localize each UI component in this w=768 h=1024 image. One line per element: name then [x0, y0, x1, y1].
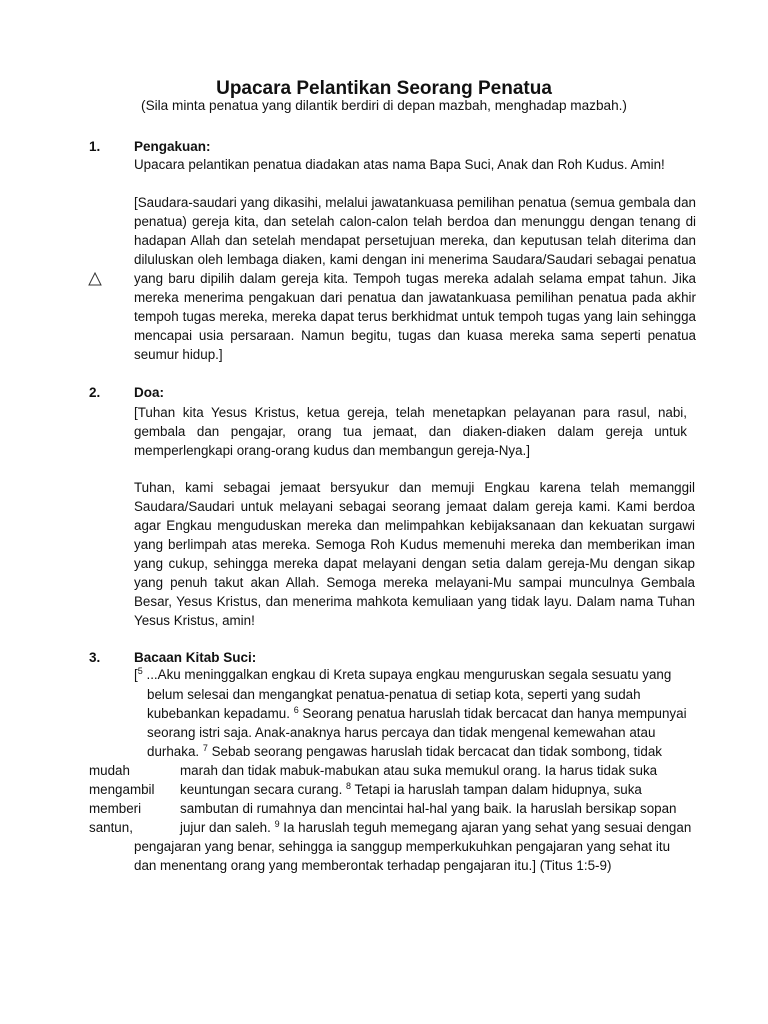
verse-5-line-1: [$^5$ ...Aku meninggalkan engkau di Kreta supaya engkau menguruskan segala sesuatu yang: [134, 666, 672, 682]
verse-9-line-2: pengajaran yang benar, sehingga ia sanggup memperkukuhkan pengajaran yang sehat itu: [134, 839, 671, 854]
section-2-prayer: Tuhan, kami sebagai jemaat bersyukur dan memuji Engkau karena telah memanggil Saudara/Saudari untuk melayani sebagai seorang jemaat dalam gereja kami. Kami berdoa agar Engkau menguduskan mereka dan melimpahkan kebijaksanaan dan kekuatan surgawi yang berlimpah atas mereka. Semoga Roh Kudus memenuhi mereka dan memberikan iman yang cukup, sehingga mereka dapat melayani dengan setia dalam gereja-Mu dengan sikap yang penuh takut akan Allah. Semoga mereka melayani-Mu sampai munculnya Gembala Besar, Yesus Kristus, dan menerima mahkota kemuliaan yang tidak layu. Dalam nama Tuhan Yesus Kristus, amin!: [134, 480, 695, 628]
verse-number-9: 9: [274, 819, 280, 829]
verse-6-7-line: durhaka. $^7$ Sebab seorang pengawas haruslah tidak bercacat dan tidak sombong, tidak: [147, 743, 662, 759]
verse-number-7: 7: [202, 743, 208, 753]
verse-9-line-3: dan menentang orang yang memberontak terhadap pengajaran itu.] (Titus 1:5-9): [134, 858, 612, 873]
section-number-3: 3.: [89, 650, 101, 665]
section-2-note: [Tuhan kita Yesus Kristus, ketua gereja, telah menetapkan pelayanan para rasul, nabi, gembala dan pengajar, orang tua jemaat, dan diaken-diaken dalam gereja untuk memperlengkapi orang-orang kudus dan membangun gereja-Nya.]: [134, 405, 687, 458]
verse-6-line-2: seorang istri saja. Anak-anaknya harus percaya dan tidak mengenal kemewahan atau: [147, 725, 656, 740]
verse-7-line-2: marah dan tidak mabuk-mabukan atau suka memukul orang. Ia harus tidak suka: [180, 763, 658, 778]
verse-7-8-line: keuntungan secara curang. $^8$ Tetapi ia haruslah tampan dalam hidupnya, suka: [180, 781, 642, 797]
verse-number-5: 5: [137, 666, 143, 676]
margin-word-3: memberi: [89, 801, 142, 816]
verse-5-line-2: belum selesai dan mengangkat penatua-penatua di setiap kota, seperti yang sudah: [147, 687, 641, 702]
document-title: Upacara Pelantikan Seorang Penatua: [216, 78, 552, 99]
triangle-marker-icon: [88, 272, 102, 286]
section-number-2: 2.: [89, 385, 101, 400]
verse-number-8: 8: [346, 781, 352, 791]
verse-5-6-line: kubebankan kepadamu. $^6$ Seorang penatua haruslah tidak bercacat dan hanya mempunyai: [147, 705, 687, 721]
section-heading-3: Bacaan Kitab Suci:: [134, 650, 257, 665]
margin-word-2: mengambil: [89, 782, 155, 797]
section-1-intro: Upacara pelantikan penatua diadakan atas nama Bapa Suci, Anak dan Roh Kudus. Amin!: [134, 157, 665, 172]
verse-8-9-line: jujur dan saleh. $^9$ Ia haruslah teguh memegang ajaran yang sehat yang sesuai dengan: [180, 819, 692, 835]
section-heading-2: Doa:: [134, 385, 164, 400]
verse-8-line-2: sambutan di rumahnya dan mencintai hal-hal yang baik. Ia haruslah bersikap sopan: [180, 801, 677, 816]
section-number-1: 1.: [89, 139, 101, 154]
margin-word-1: mudah: [89, 763, 130, 778]
verse-number-6: 6: [293, 705, 299, 715]
margin-word-4: santun,: [89, 820, 133, 835]
section-heading-1: Pengakuan:: [134, 139, 211, 154]
document-subtitle: (Sila minta penatua yang dilantik berdiri di depan mazbah, menghadap mazbah.): [141, 98, 627, 113]
section-1-note: [Saudara-saudari yang dikasihi, melalui jawatankuasa pemilihan penatua (semua gembala dan penatua) gereja kita, dan setelah calon-calon telah berdoa dan menunggu dengan tenang di hadapan Allah dan setelah mendapat persetujuan mereka, dan keputusan telah diterima dan diluluskan oleh lembaga diaken, kami dengan ini menerima Saudara/Saudari sebagai penatua yang baru dipilih dalam gereja kita. Tempoh tugas mereka adalah selama empat tahun. Jika mereka menerima pengakuan dari penatua dan jawatankuasa pemilihan penatua pada akhir tempoh tugas mereka, mereka dapat terus berkhidmat untuk tempoh tugas yang lain sehingga mencapai usia persaraan. Namun begitu, tugas dan kuasa mereka sama seperti penatua seumur hidup.]: [134, 195, 697, 362]
